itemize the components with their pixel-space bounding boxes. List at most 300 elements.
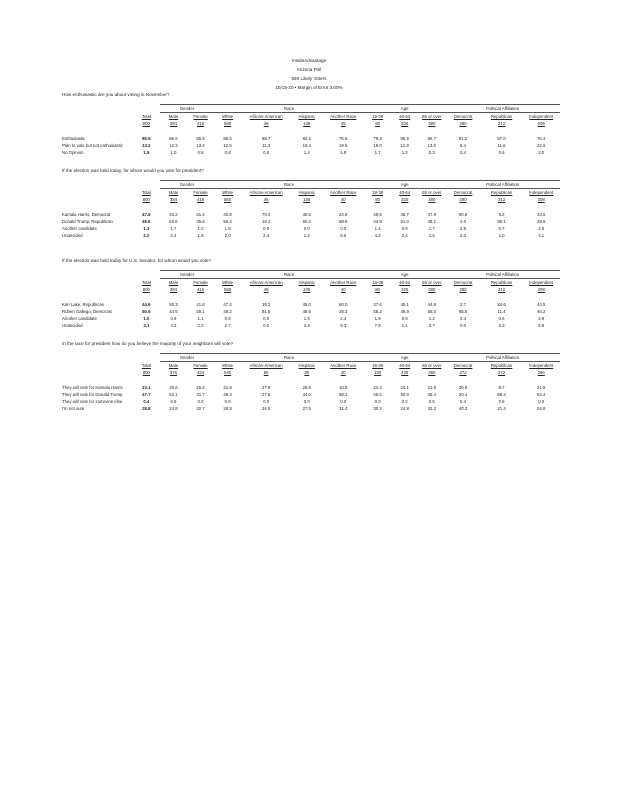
value-cell: 2.0 — [197, 323, 204, 328]
table-row — [62, 301, 560, 308]
total-cell: 23.1 — [142, 385, 151, 390]
value-cell: 47.2 — [223, 302, 232, 307]
value-cell: 2.4 — [170, 233, 177, 238]
column-header: Hispanic — [298, 280, 315, 285]
value-cell: 46.2 — [537, 309, 546, 314]
value-cell: 95.8 — [458, 309, 468, 314]
value-cell: 1.0 — [498, 233, 505, 238]
value-cell: 84.6 — [497, 302, 506, 307]
value-cell: 27.6 — [261, 392, 271, 397]
column-header: White — [222, 114, 234, 119]
value-cell: 0.0 — [263, 226, 270, 231]
total-cell: 3.1 — [143, 323, 150, 328]
value-cell: 50.3 — [169, 302, 178, 307]
value-cell: 0.0 — [538, 399, 545, 404]
value-cell: 82.2 — [302, 136, 311, 141]
column-header-row — [62, 279, 560, 287]
sample-size: 560 — [224, 121, 232, 126]
value-cell: 4.3 — [170, 323, 177, 328]
column-header: 18-39 — [372, 280, 384, 285]
value-cell: 2.8 — [460, 226, 467, 231]
value-cell: 49.6 — [302, 212, 311, 217]
column-header: African-American — [249, 114, 283, 119]
value-cell: 0.7 — [498, 226, 505, 231]
sample-size-row — [62, 196, 560, 203]
question-text: In the race for president how do you believe the majority of your neighbors will vote? — [62, 341, 234, 346]
group-header-row — [62, 105, 560, 113]
value-cell: 12.8 — [400, 143, 409, 148]
sample-size: 320 — [401, 287, 409, 292]
value-cell: 30.2 — [373, 406, 382, 411]
total-cell: 13.2 — [142, 143, 151, 148]
column-header: Another Race — [330, 363, 357, 368]
column-header: Democrat — [453, 280, 473, 285]
value-cell: 2.9 — [538, 226, 545, 231]
value-cell: 58.1 — [339, 392, 348, 397]
value-cell: 49.5 — [537, 219, 546, 224]
header-line-3: 550 Likely Voters — [291, 76, 327, 81]
value-cell: 13.0 — [427, 143, 436, 148]
value-cell: 4.1 — [538, 233, 545, 238]
total-cell: 85.5 — [142, 136, 151, 141]
table-row — [62, 218, 560, 225]
value-cell: 19.2 — [261, 302, 271, 307]
sample-size: 360 — [428, 370, 436, 375]
value-cell: 1.7 — [374, 150, 381, 155]
value-cell: 48.1 — [427, 219, 436, 224]
group-header-row — [62, 354, 560, 362]
sample-size: 135 — [303, 197, 311, 202]
value-cell: 45.4 — [427, 392, 436, 397]
total-cell: 47.7 — [142, 392, 151, 397]
value-cell: 27.5 — [302, 406, 311, 411]
section-president-vote — [62, 168, 560, 239]
value-cell: 60.0 — [339, 302, 348, 307]
value-cell: 45.5 — [373, 392, 382, 397]
value-cell: 50.8 — [400, 392, 409, 397]
sample-size: 272 — [497, 370, 506, 375]
value-cell: 0.5 — [428, 399, 435, 404]
column-header: Total — [141, 113, 151, 119]
column-header: Democrat — [453, 190, 473, 195]
column-header: Independent — [529, 363, 554, 368]
value-cell: 7.9 — [374, 323, 381, 328]
value-cell: 10.5 — [339, 385, 348, 390]
column-header: Hispanic — [298, 363, 315, 368]
row-label: Ruben Gallego, Democrat — [62, 309, 112, 314]
column-header: 40-64 — [399, 363, 411, 368]
sample-size: 30 — [304, 370, 310, 375]
column-header: Total — [141, 189, 151, 195]
group-age: Age — [364, 105, 445, 113]
value-cell: 1.9 — [224, 226, 231, 231]
crosstab-table — [62, 104, 560, 156]
value-cell: 9.7 — [498, 385, 505, 390]
table-row — [62, 211, 560, 218]
value-cell: 0.0 — [374, 399, 381, 404]
crosstab-table — [62, 353, 560, 412]
sample-size: 80 — [375, 197, 380, 202]
value-cell: 0.4 — [460, 150, 467, 155]
column-header: Hispanic — [298, 114, 315, 119]
table-row — [62, 135, 560, 142]
column-header: Female — [193, 280, 208, 285]
row-label: They will vote for Donald Trump — [62, 392, 123, 397]
value-cell: 51.4 — [196, 212, 205, 217]
value-cell: 2.9 — [538, 316, 545, 321]
sample-size: 45 — [340, 121, 346, 126]
sample-size: 86 — [263, 370, 269, 375]
group-header-row — [62, 271, 560, 279]
value-cell: 1.8 — [197, 233, 204, 238]
value-cell: 68.3 — [497, 392, 506, 397]
column-header: Republican — [490, 280, 513, 285]
header-line-4: 10/15-20 • Margin of Error 3.00% — [275, 85, 343, 90]
row-label: Another candidate — [62, 316, 97, 321]
value-cell: 50.2 — [302, 219, 311, 224]
group-gender: Gender — [160, 271, 214, 279]
column-header: Female — [193, 363, 208, 368]
value-cell: 44.9 — [373, 219, 382, 224]
value-cell: 0.8 — [224, 150, 231, 155]
sample-size: 390 — [428, 121, 436, 126]
value-cell: 0.6 — [498, 150, 505, 155]
value-cell: 0.3 — [428, 150, 435, 155]
value-cell: 0.9 — [401, 226, 408, 231]
total-cell: 50.6 — [142, 309, 151, 314]
sample-size: 416 — [196, 197, 205, 202]
value-cell: 41.8 — [196, 302, 205, 307]
value-cell: 24.3 — [373, 385, 382, 390]
value-cell: 31.4 — [339, 406, 348, 411]
sample-size: 46 — [263, 121, 269, 126]
group-age: Age — [364, 271, 445, 279]
value-cell: 1.7 — [170, 226, 177, 231]
value-cell: 16.4 — [302, 143, 311, 148]
column-header: Independent — [529, 280, 554, 285]
column-header: Female — [193, 190, 208, 195]
section-neighbors-vote — [62, 341, 560, 412]
sample-size: 40 — [340, 370, 346, 375]
value-cell: 32.2 — [427, 406, 436, 411]
sample-size: 138 — [303, 121, 311, 126]
row-label: Another candidate — [62, 226, 97, 231]
table-row — [62, 322, 560, 329]
sample-size: 80 — [375, 287, 380, 292]
value-cell: 19.5 — [339, 143, 348, 148]
table-row — [62, 142, 560, 149]
value-cell: 28.8 — [223, 406, 232, 411]
value-cell: 86.6 — [169, 136, 178, 141]
column-header: 40-64 — [399, 114, 411, 119]
row-label: Kari Lake, Republican — [62, 302, 105, 307]
value-cell: 91.2 — [458, 136, 468, 141]
column-header: Republican — [490, 363, 513, 368]
value-cell: 48.5 — [302, 309, 311, 314]
value-cell: 90.8 — [458, 212, 468, 217]
value-cell: 0.9 — [170, 316, 177, 321]
value-cell: 1.1 — [401, 323, 408, 328]
column-header: Total — [141, 279, 151, 285]
sample-size: 800 — [142, 197, 150, 202]
value-cell: 0.5 — [170, 399, 177, 404]
group-gender: Gender — [160, 181, 214, 189]
value-cell: 21.8 — [223, 385, 232, 390]
group-party: Political Affiliation — [445, 181, 560, 189]
value-cell: 20.4 — [458, 392, 468, 397]
sample-size-row — [62, 120, 560, 127]
sample-size: 540 — [224, 370, 232, 375]
value-cell: 88.7 — [261, 136, 271, 141]
group-party: Political Affiliation — [445, 354, 560, 362]
value-cell: 37.9 — [261, 385, 271, 390]
table-row — [62, 405, 560, 412]
column-header: Democrat — [453, 363, 473, 368]
value-cell: 1.2 — [303, 233, 310, 238]
sample-size: 380 — [428, 287, 436, 292]
value-cell: 0.0 — [263, 399, 270, 404]
column-header: Male — [168, 190, 179, 195]
value-cell: 40.3 — [458, 406, 468, 411]
sample-size: 330 — [401, 121, 409, 126]
value-cell: 12.3 — [169, 143, 178, 148]
value-cell: 0.9 — [224, 316, 231, 321]
group-race: Race — [214, 354, 364, 362]
question-text: How enthusiastic are you about voting in November? — [62, 92, 170, 97]
group-race: Race — [214, 105, 364, 113]
sample-size: 135 — [303, 287, 311, 292]
value-cell: 32.7 — [196, 406, 205, 411]
value-cell: 24.1 — [400, 385, 409, 390]
value-cell: 0.5 — [224, 399, 231, 404]
value-cell: 44.5 — [169, 309, 178, 314]
value-cell: 43.5 — [537, 212, 546, 217]
sample-size: 416 — [196, 121, 205, 126]
value-cell: 0.9 — [401, 316, 408, 321]
column-header-row — [62, 113, 560, 121]
value-cell: 56.0 — [427, 309, 436, 314]
group-race: Race — [214, 271, 364, 279]
sample-size: 208 — [537, 287, 545, 292]
column-header: African-American — [249, 363, 283, 368]
column-header: Total — [141, 362, 151, 368]
table-row — [62, 391, 560, 398]
value-cell: 28.5 — [302, 385, 311, 390]
sample-size: 256 — [537, 370, 545, 375]
value-cell: 58.2 — [373, 309, 382, 314]
value-cell: 8.2 — [498, 212, 505, 217]
value-cell: 0.0 — [460, 323, 467, 328]
column-header: 40-64 — [399, 190, 411, 195]
row-label: Donald Trump, Republican — [62, 219, 113, 224]
value-cell: 75.4 — [537, 136, 546, 141]
row-label: Undecided — [62, 323, 83, 328]
value-cell: 55.1 — [196, 309, 205, 314]
column-header: White — [222, 280, 234, 285]
sample-size: 800 — [142, 370, 150, 375]
value-cell: 11.6 — [497, 143, 506, 148]
value-cell: 68.6 — [339, 219, 348, 224]
sample-size: 312 — [497, 121, 506, 126]
value-cell: 79.3 — [373, 136, 382, 141]
header-line-1: InsideAdvantage — [291, 58, 327, 63]
value-cell: 1.9 — [374, 316, 381, 321]
column-header: Male — [168, 114, 179, 119]
value-cell: 3.4 — [303, 323, 310, 328]
sample-size: 46 — [263, 197, 269, 202]
column-header: 65 or over — [422, 280, 442, 285]
sample-size: 560 — [224, 197, 232, 202]
sample-size: 384 — [169, 197, 178, 202]
column-header: Male — [168, 363, 179, 368]
group-gender: Gender — [160, 105, 214, 113]
value-cell: 28.3 — [339, 309, 348, 314]
question-text: If the election was held today for U.S. Senator, for whom would you vote? — [62, 258, 212, 263]
value-cell: 1.4 — [374, 226, 381, 231]
row-label: They will vote for someone else — [62, 399, 123, 404]
value-cell: 0.2 — [401, 399, 408, 404]
value-cell: 45.7 — [400, 212, 409, 217]
value-cell: 24.8 — [537, 406, 546, 411]
value-cell: 12.5 — [223, 143, 232, 148]
total-cell: 0.4 — [143, 399, 150, 404]
total-cell: 28.8 — [142, 406, 151, 411]
value-cell: 81.5 — [261, 309, 271, 314]
value-cell: 21.5 — [537, 385, 546, 390]
column-header: 18-39 — [372, 190, 384, 195]
value-cell: 0.0 — [263, 323, 270, 328]
row-label: Undecided — [62, 233, 83, 238]
sample-size: 208 — [537, 197, 545, 202]
value-cell: 2.4 — [340, 316, 347, 321]
value-cell: 0.0 — [303, 226, 310, 231]
value-cell: 24.8 — [400, 406, 409, 411]
row-label: Plan to vote but not enthusiastic — [62, 143, 123, 148]
section-senate-vote — [62, 258, 560, 329]
total-cell: 49.5 — [142, 219, 151, 224]
value-cell: 8.4 — [460, 143, 467, 148]
value-cell: 6.6 — [340, 233, 347, 238]
value-cell: 45.1 — [400, 302, 409, 307]
value-cell: 24.8 — [339, 212, 348, 217]
row-label: Enthusiastic — [62, 136, 86, 141]
value-cell: 86.7 — [427, 136, 436, 141]
value-cell: 2.0 — [224, 233, 231, 238]
value-cell: 48.2 — [223, 309, 232, 314]
sample-size: 800 — [142, 287, 150, 292]
value-cell: 3.3 — [498, 323, 505, 328]
value-cell: 2.4 — [263, 233, 270, 238]
value-cell: 30.9 — [458, 385, 468, 390]
value-cell: 2.0 — [538, 150, 545, 155]
column-header: Another Race — [330, 280, 357, 285]
value-cell: 48.3 — [223, 392, 232, 397]
value-cell: 11.3 — [262, 143, 271, 148]
report-header — [0, 56, 618, 92]
value-cell: 48.9 — [400, 309, 409, 314]
value-cell: 11.4 — [497, 309, 506, 314]
table-row — [62, 308, 560, 315]
value-cell: 3.7 — [428, 323, 435, 328]
column-header: 65 or over — [422, 363, 442, 368]
row-label: Kamala Harris, Democrat — [62, 212, 111, 217]
value-cell: 79.4 — [261, 212, 271, 217]
column-header: Male — [168, 280, 179, 285]
value-cell: 87.0 — [497, 136, 506, 141]
value-cell: 0.0 — [340, 399, 347, 404]
value-cell: 41.7 — [196, 392, 205, 397]
group-gender: Gender — [160, 354, 214, 362]
value-cell: 47.8 — [427, 212, 436, 217]
value-cell: 1.6 — [428, 233, 435, 238]
column-header: Independent — [529, 190, 554, 195]
sample-size: 560 — [224, 287, 232, 292]
row-label: No Opinion — [62, 150, 84, 155]
sample-size: 280 — [459, 121, 467, 126]
value-cell: 0.5 — [498, 399, 505, 404]
value-cell: 44.5 — [537, 302, 546, 307]
value-cell: 44.8 — [427, 302, 436, 307]
value-cell: 0.0 — [263, 150, 270, 155]
value-cell: 37.6 — [373, 302, 382, 307]
sample-size: 800 — [142, 121, 150, 126]
value-cell: 75.5 — [339, 136, 348, 141]
row-label: They will vote for Kamala Harris — [62, 385, 123, 390]
question-text: If the election was held today, for whom would you vote for president? — [62, 168, 204, 173]
header-line-2: Arizona Poll — [296, 67, 322, 72]
column-header: Republican — [490, 190, 513, 195]
sample-size: 280 — [459, 197, 467, 202]
value-cell: 4.2 — [374, 233, 381, 238]
column-header: African-American — [249, 280, 283, 285]
sample-size: 380 — [428, 197, 436, 202]
value-cell: 1.1 — [197, 316, 204, 321]
value-cell: 85.9 — [400, 136, 409, 141]
value-cell: 51.0 — [400, 219, 409, 224]
sample-size: 430 — [401, 370, 409, 375]
sample-size: 424 — [196, 370, 205, 375]
sample-size: 272 — [459, 370, 467, 375]
value-cell: 86.6 — [223, 136, 232, 141]
table-row — [62, 398, 560, 405]
value-cell: 21.9 — [427, 385, 436, 390]
sample-size: 376 — [169, 370, 178, 375]
value-cell: 53.4 — [537, 392, 546, 397]
column-header: White — [222, 363, 234, 368]
value-cell: 0.6 — [498, 316, 505, 321]
column-header: Female — [193, 114, 208, 119]
sample-size: 46 — [263, 287, 269, 292]
column-header: Republican — [490, 114, 513, 119]
value-cell: 18.2 — [261, 219, 271, 224]
group-age: Age — [364, 354, 445, 362]
table-row — [62, 232, 560, 239]
column-header: Another Race — [330, 190, 357, 195]
value-cell: 21.4 — [497, 406, 506, 411]
group-header-row — [62, 181, 560, 189]
value-cell: 45.0 — [302, 302, 311, 307]
value-cell: 56.3 — [223, 219, 232, 224]
value-cell: 4.9 — [340, 150, 347, 155]
row-label: I'm not sure — [62, 406, 85, 411]
sample-size: 280 — [459, 287, 467, 292]
total-cell: 1.0 — [143, 316, 150, 321]
value-cell: 19.0 — [373, 143, 382, 148]
crosstab-table — [62, 180, 560, 239]
column-header: White — [222, 190, 234, 195]
total-cell: 47.6 — [142, 212, 151, 217]
value-cell: 1.9 — [303, 316, 310, 321]
